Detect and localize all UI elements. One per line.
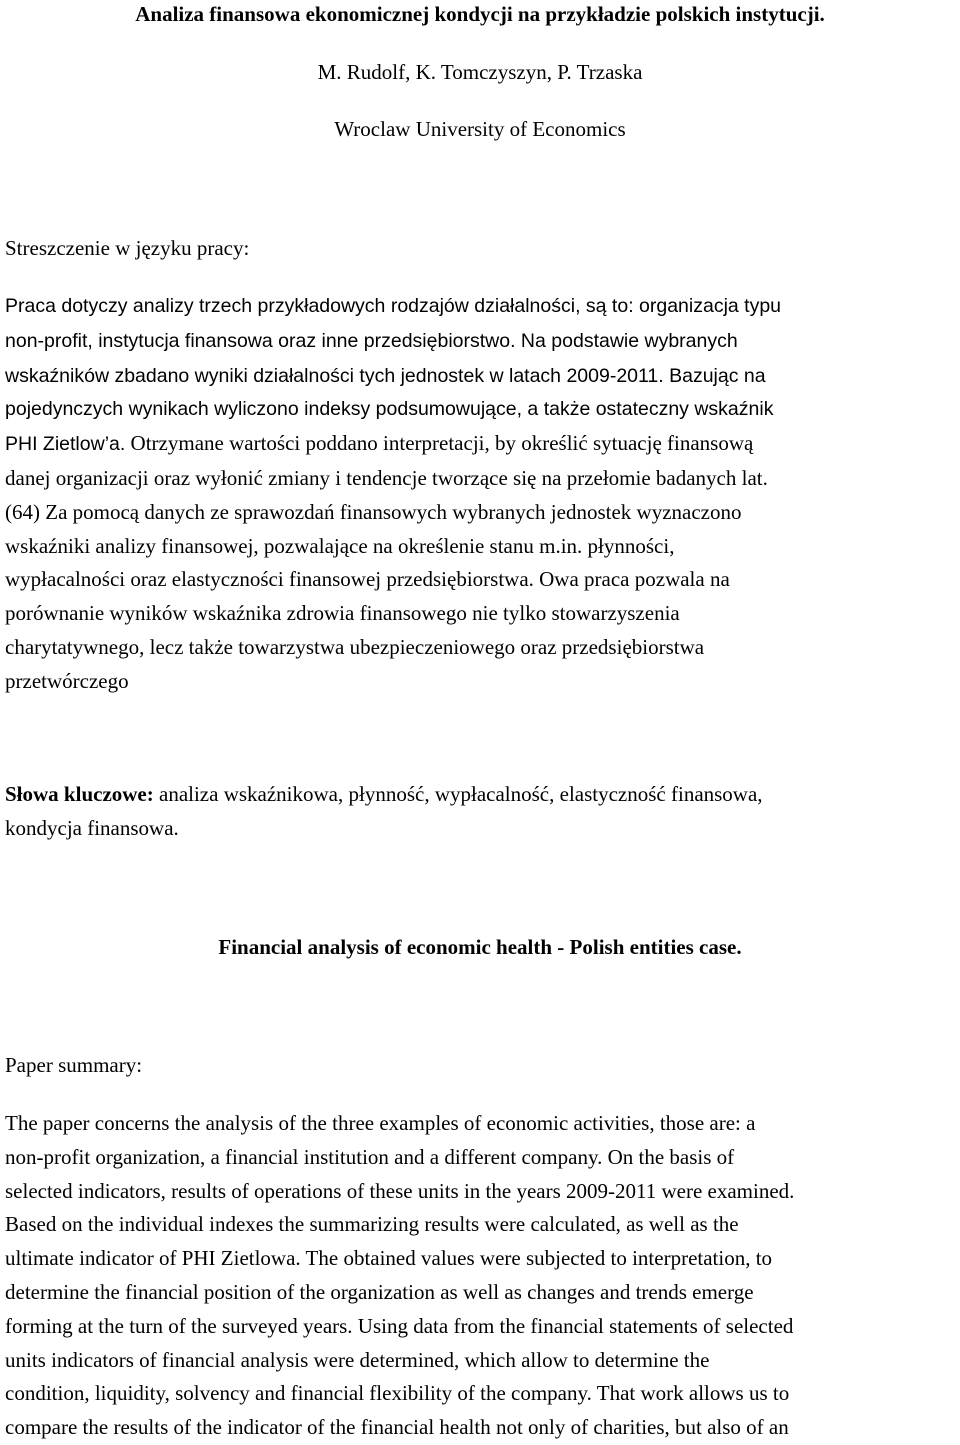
summary-line xyxy=(5,324,957,359)
summary-line: ultimate indicator of PHI Zietlowa. The obtained values were subjected to interpretation, to xyxy=(5,1246,773,1271)
keywords-values: analiza wskaźnikowa, płynność, wypłacalność, elastyczność finansowa, xyxy=(153,782,763,806)
summary-line: Based on the individual indexes the summarizing results were calculated, as well as the xyxy=(5,1212,739,1237)
summary-fragment: Bazując na xyxy=(663,364,766,387)
summary-line: danej organizacji oraz wyłonić zmiany i tendencje tworzące się na przełomie badanych lat. xyxy=(5,465,768,490)
summary-fragment: PHI Zietlow’a. xyxy=(5,433,126,456)
english-title: Financial analysis of economic health - Polish entities case. xyxy=(218,935,742,959)
authors: M. Rudolf, K. Tomczyszyn, P. Trzaska xyxy=(317,60,643,84)
summary-line: condition, liquidity, solvency and financial flexibility of the company. That work allows us to xyxy=(5,1381,790,1406)
keywords-line: kondycja finansowa. xyxy=(5,815,179,840)
polish-summary-heading: Streszczenie w języku pracy: xyxy=(5,236,250,260)
keywords-line xyxy=(5,778,957,812)
summary-fragment: wskaźników zbadano wyniki działalności tych jednostek w latach 2009-2011. xyxy=(5,364,664,387)
summary-fragment: Na podstawie wybranych xyxy=(515,329,738,352)
summary-line xyxy=(5,359,957,394)
summary-line: przetwórczego xyxy=(5,668,129,693)
summary-line: wskaźniki analizy finansowej, pozwalające na określenie stanu m.in. płynności, xyxy=(5,533,675,558)
summary-fragment: non-profit, instytucja finansowa oraz inne przedsiębiorstwo. xyxy=(5,329,516,352)
summary-line: pojedynczych wynikach wyliczono indeksy podsumowujące, a także ostateczny wskaźnik xyxy=(5,398,774,421)
summary-fragment: Otrzymane wartości poddano interpretacji, by określić sytuację finansową xyxy=(125,431,754,456)
summary-line: determine the financial position of the organization as well as changes and trends emerge xyxy=(5,1279,754,1304)
summary-line: wypłacalności oraz elastyczności finansowej przedsiębiorstwa. Owa praca pozwala na xyxy=(5,567,730,592)
summary-line: (64) Za pomocą danych ze sprawozdań finansowych wybranych jednostek wyznaczono xyxy=(5,499,742,524)
summary-line: charytatywnego, lecz także towarzystwa ubezpieczeniowego oraz przedsiębiorstwa xyxy=(5,634,705,659)
english-summary-body xyxy=(5,1107,957,1445)
summary-line: porównanie wyników wskaźnika zdrowia finansowego nie tylko stowarzyszenia xyxy=(5,601,680,626)
keywords xyxy=(5,778,957,846)
summary-line: units indicators of financial analysis were determined, which allow to determine the xyxy=(5,1347,710,1372)
summary-line: non-profit organization, a financial institution and a different company. On the basis of xyxy=(5,1144,735,1169)
summary-line: forming at the turn of the surveyed years. Using data from the financial statements of selected xyxy=(5,1313,794,1338)
affiliation: Wroclaw University of Economics xyxy=(334,117,626,141)
keywords-label: Słowa kluczowe: xyxy=(5,782,154,806)
summary-line: compare the results of the indicator of the financial health not only of charities, but also of an xyxy=(5,1415,789,1440)
polish-summary-body xyxy=(5,290,957,699)
summary-line: The paper concerns the analysis of the three examples of economic activities, those are: a xyxy=(5,1111,756,1135)
english-summary-heading: Paper summary: xyxy=(5,1053,143,1077)
summary-line: selected indicators, results of operations of these units in the years 2009-2011 were examined. xyxy=(5,1178,795,1203)
summary-line: Praca dotyczy analizy trzech przykładowych rodzajów działalności, są to: organizacja typu xyxy=(5,295,782,317)
paper-title: Analiza finansowa ekonomicznej kondycji na przykładzie polskich instytucji. xyxy=(135,2,825,26)
summary-line xyxy=(5,427,957,462)
